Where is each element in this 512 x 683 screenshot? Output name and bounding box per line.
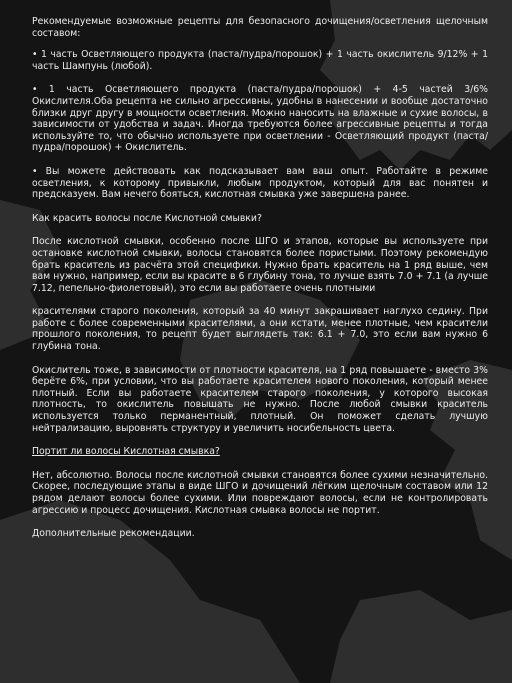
recipe-1-paragraph: • 1 часть Осветляющего продукта (паста/пудра/порошок) + 1 часть окислитель 9/12% + 1 часть Шампунь (любой).: [32, 49, 488, 72]
damage-answer-paragraph: Нет, абсолютно. Волосы после кислотной смывки становятся более сухими незначительно. Скорее, последующие этапы в виде ШГО и дочищений лёгким щелочным составом или 12 рядом делают волосы более сухими. Или повреждают волосы, если не контролировать агрессию и процесс дочищения. Кислотная смывка волосы не портит.: [32, 469, 488, 516]
extra-recommendations-heading: Дополнительные рекомендации.: [32, 528, 195, 540]
coloring-paragraph-1: После кислотной смывки, особенно после ШГО и этапов, которые вы используете при остановке кислотной смывки, волосы становятся более пористыми. Поэтому рекомендую брать краситель из расчёта этой специфики. Нужно брать краситель на 1 ряд выше, чем вам нужно, например, если вы красите в 6 глубину тона, то лучше взять 7.0 + 7.1 (а лучше 7.12, пепельно-фиолетовый), это если вы работаете очень плотными: [32, 236, 488, 294]
coloring-paragraph-2: красителями старого поколения, который за 40 минут закрашивает наглухо седину. При работе с более современными красителями, а они кстати, менее плотные, чем красители прошлого поколения, то рецепт будет выглядеть так: 6.1 + 7.0, это если вам нужно 6 глубина тона.: [32, 306, 488, 353]
question-damage-heading: Портит ли волосы Кислотная смывка?: [32, 446, 220, 458]
experience-paragraph: • Вы можете действовать как подсказывает вам ваш опыт. Работайте в режиме осветления, к которому привыкли, любым продуктом, который для вас понятен и предсказуем. Вам нечего бояться, кислотная смывка уже завершена ранее.: [32, 165, 488, 201]
document-body: [32, 16, 488, 552]
intro-paragraph: Рекомендуемые возможные рецепты для безопасного дочищения/осветления щелочным составом:: [32, 16, 488, 39]
question-coloring-heading: Как красить волосы после Кислотной смывки?: [32, 212, 262, 224]
oxidizer-paragraph: Окислитель тоже, в зависимости от плотности красителя, на 1 ряд повышаете - вместо 3% берёте 6%, при условии, что вы работаете красителем нового поколения, который менее плотный. Если вы работаете красителем старого поколения, у которого высокая плотность, то окислитель повышать не нужно. После любой смывки краситель используется только перманентный, плотный. Он поможет сделать лучшую нейтрализацию, выровнять структуру и увеличить носибельность цвета.: [32, 364, 488, 434]
map-landmass-bottom-right: [330, 590, 512, 683]
recipe-2-paragraph: • 1 часть Осветляющего продукта (паста/пудра/порошок) + 4-5 частей 3/6% Окислителя.Оба рецепта не сильно агрессивны, удобны в нанесении и вообще достаточно близки друг другу в мощности осветления. Можно наносить на влажные и сухие волосы, в зависимости от удобства и задач. Иногда требуются более агрессивные рецепты и тогда используйте то, что обычно используете при осветлении - Осветляющий продукт (паста/пудра/порошок) + Окислитель.: [32, 84, 488, 154]
